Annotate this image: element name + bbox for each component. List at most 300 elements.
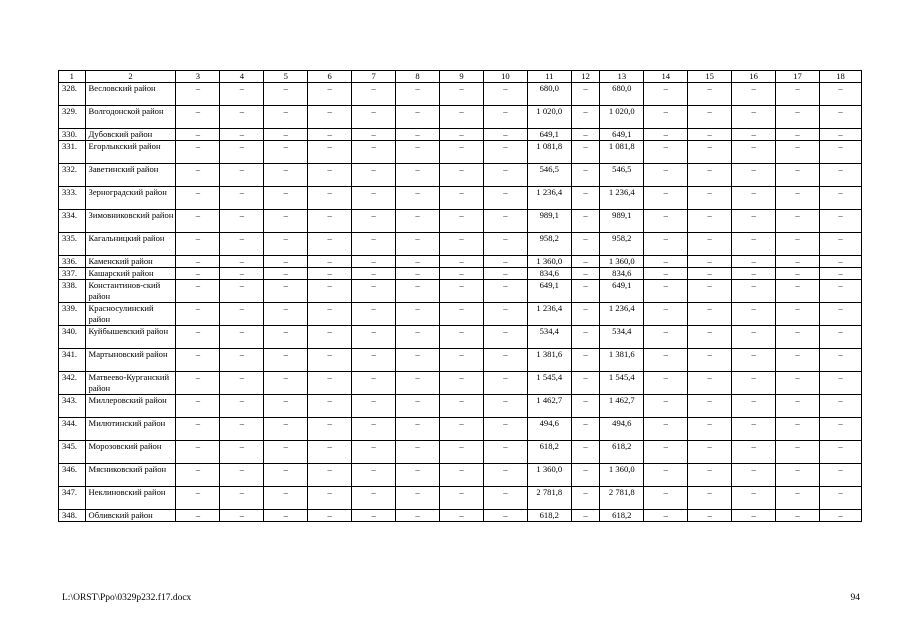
district-name: Матвеево-Курганский район — [85, 372, 176, 395]
dash-cell: – — [571, 510, 600, 522]
dash-cell: – — [176, 187, 220, 210]
dash-cell: – — [688, 233, 732, 256]
dash-cell: – — [220, 129, 264, 141]
dash-cell: – — [308, 233, 352, 256]
dash-cell: – — [264, 129, 308, 141]
dash-cell: – — [264, 141, 308, 164]
dash-cell: – — [352, 418, 396, 441]
district-name: Обливский район — [85, 510, 176, 522]
dash-cell: – — [352, 233, 396, 256]
district-name: Кагальницкий район — [85, 233, 176, 256]
dash-cell: – — [688, 395, 732, 418]
dash-cell: – — [220, 441, 264, 464]
dash-cell: – — [732, 326, 776, 349]
value-col-11: 1 081,8 — [527, 141, 571, 164]
value-col-11: 989,1 — [527, 210, 571, 233]
value-col-13: 649,1 — [600, 280, 644, 303]
dash-cell: – — [176, 303, 220, 326]
dash-cell: – — [396, 210, 440, 233]
table-row — [59, 187, 862, 210]
row-number: 339. — [59, 303, 86, 326]
dash-cell: – — [483, 441, 527, 464]
dash-cell: – — [776, 326, 820, 349]
table-body — [59, 71, 862, 522]
dash-cell: – — [308, 164, 352, 187]
row-number: 334. — [59, 210, 86, 233]
dash-cell: – — [264, 487, 308, 510]
dash-cell: – — [571, 487, 600, 510]
dash-cell: – — [571, 129, 600, 141]
table-row — [59, 256, 862, 268]
dash-cell: – — [352, 83, 396, 106]
dash-cell: – — [776, 210, 820, 233]
dash-cell: – — [644, 418, 688, 441]
table-row — [59, 280, 862, 303]
dash-cell: – — [440, 441, 484, 464]
value-col-11: 1 360,0 — [527, 256, 571, 268]
dash-cell: – — [176, 106, 220, 129]
value-col-13: 1 236,4 — [600, 303, 644, 326]
dash-cell: – — [396, 510, 440, 522]
page-number: 94 — [850, 593, 860, 603]
dash-cell: – — [176, 129, 220, 141]
dash-cell: – — [440, 268, 484, 280]
dash-cell: – — [819, 326, 861, 349]
dash-cell: – — [440, 395, 484, 418]
value-col-11: 1 381,6 — [527, 349, 571, 372]
value-col-11: 958,2 — [527, 233, 571, 256]
dash-cell: – — [440, 83, 484, 106]
dash-cell: – — [220, 464, 264, 487]
dash-cell: – — [688, 141, 732, 164]
value-col-11: 1 236,4 — [527, 187, 571, 210]
dash-cell: – — [396, 280, 440, 303]
dash-cell: – — [732, 303, 776, 326]
dash-cell: – — [819, 372, 861, 395]
row-number: 346. — [59, 464, 86, 487]
dash-cell: – — [440, 233, 484, 256]
dash-cell: – — [220, 187, 264, 210]
dash-cell: – — [483, 418, 527, 441]
district-name: Мартыновский район — [85, 349, 176, 372]
value-col-11: 618,2 — [527, 510, 571, 522]
value-col-13: 958,2 — [600, 233, 644, 256]
dash-cell: – — [819, 418, 861, 441]
dash-cell: – — [776, 418, 820, 441]
table-row — [59, 303, 862, 326]
dash-cell: – — [571, 395, 600, 418]
dash-cell: – — [308, 129, 352, 141]
dash-cell: – — [396, 187, 440, 210]
dash-cell: – — [396, 418, 440, 441]
dash-cell: – — [732, 83, 776, 106]
dash-cell: – — [776, 233, 820, 256]
district-name: Зерноградский район — [85, 187, 176, 210]
dash-cell: – — [688, 464, 732, 487]
dash-cell: – — [483, 106, 527, 129]
district-name: Красносулинский район — [85, 303, 176, 326]
value-col-13: 618,2 — [600, 510, 644, 522]
district-name: Заветинский район — [85, 164, 176, 187]
dash-cell: – — [776, 256, 820, 268]
dash-cell: – — [176, 372, 220, 395]
district-name: Константинов-ский район — [85, 280, 176, 303]
district-name: Каменский район — [85, 256, 176, 268]
dash-cell: – — [176, 441, 220, 464]
dash-cell: – — [732, 106, 776, 129]
dash-cell: – — [264, 83, 308, 106]
dash-cell: – — [776, 83, 820, 106]
dash-cell: – — [176, 164, 220, 187]
table-row — [59, 349, 862, 372]
dash-cell: – — [220, 349, 264, 372]
dash-cell: – — [688, 268, 732, 280]
dash-cell: – — [396, 487, 440, 510]
dash-cell: – — [440, 280, 484, 303]
table-row — [59, 164, 862, 187]
table-row — [59, 326, 862, 349]
data-table — [58, 70, 862, 522]
table-row — [59, 441, 862, 464]
dash-cell: – — [264, 187, 308, 210]
dash-cell: – — [644, 326, 688, 349]
dash-cell: – — [644, 129, 688, 141]
table-row — [59, 233, 862, 256]
dash-cell: – — [688, 487, 732, 510]
dash-cell: – — [483, 280, 527, 303]
table-row — [59, 510, 862, 522]
row-number: 343. — [59, 395, 86, 418]
dash-cell: – — [644, 210, 688, 233]
district-name: Весловский район — [85, 83, 176, 106]
district-name: Мясниковский район — [85, 464, 176, 487]
dash-cell: – — [819, 256, 861, 268]
dash-cell: – — [396, 395, 440, 418]
district-name: Милютинский район — [85, 418, 176, 441]
dash-cell: – — [732, 187, 776, 210]
dash-cell: – — [220, 256, 264, 268]
dash-cell: – — [264, 280, 308, 303]
dash-cell: – — [220, 510, 264, 522]
dash-cell: – — [819, 210, 861, 233]
dash-cell: – — [732, 233, 776, 256]
dash-cell: – — [264, 210, 308, 233]
dash-cell: – — [732, 418, 776, 441]
value-col-11: 1 236,4 — [527, 303, 571, 326]
dash-cell: – — [176, 326, 220, 349]
dash-cell: – — [440, 129, 484, 141]
dash-cell: – — [176, 233, 220, 256]
table-header-row — [59, 71, 862, 83]
value-col-13: 1 381,6 — [600, 349, 644, 372]
dash-cell: – — [776, 349, 820, 372]
row-number: 333. — [59, 187, 86, 210]
row-number: 338. — [59, 280, 86, 303]
dash-cell: – — [220, 233, 264, 256]
dash-cell: – — [176, 349, 220, 372]
dash-cell: – — [571, 280, 600, 303]
value-col-13: 649,1 — [600, 129, 644, 141]
dash-cell: – — [644, 164, 688, 187]
table-row — [59, 372, 862, 395]
value-col-11: 649,1 — [527, 280, 571, 303]
dash-cell: – — [352, 487, 396, 510]
dash-cell: – — [220, 268, 264, 280]
dash-cell: – — [644, 280, 688, 303]
dash-cell: – — [776, 280, 820, 303]
dash-cell: – — [688, 129, 732, 141]
dash-cell: – — [644, 233, 688, 256]
dash-cell: – — [176, 464, 220, 487]
dash-cell: – — [440, 510, 484, 522]
dash-cell: – — [352, 372, 396, 395]
dash-cell: – — [483, 372, 527, 395]
row-number: 347. — [59, 487, 86, 510]
dash-cell: – — [483, 464, 527, 487]
district-name: Куйбышевский район — [85, 326, 176, 349]
dash-cell: – — [776, 106, 820, 129]
district-name: Морозовский район — [85, 441, 176, 464]
dash-cell: – — [176, 280, 220, 303]
dash-cell: – — [352, 256, 396, 268]
column-header: 17 — [776, 71, 820, 83]
dash-cell: – — [308, 83, 352, 106]
dash-cell: – — [483, 268, 527, 280]
dash-cell: – — [776, 510, 820, 522]
dash-cell: – — [352, 268, 396, 280]
dash-cell: – — [264, 441, 308, 464]
dash-cell: – — [819, 395, 861, 418]
row-number: 330. — [59, 129, 86, 141]
value-col-13: 1 020,0 — [600, 106, 644, 129]
dash-cell: – — [483, 510, 527, 522]
dash-cell: – — [352, 326, 396, 349]
dash-cell: – — [483, 233, 527, 256]
dash-cell: – — [571, 164, 600, 187]
table-row — [59, 268, 862, 280]
dash-cell: – — [732, 464, 776, 487]
footer-file-path: L:\ORST\Ppo\0329p232.f17.docx — [62, 593, 192, 603]
dash-cell: – — [688, 326, 732, 349]
dash-cell: – — [264, 164, 308, 187]
dash-cell: – — [264, 418, 308, 441]
dash-cell: – — [176, 268, 220, 280]
column-header: 15 — [688, 71, 732, 83]
dash-cell: – — [571, 349, 600, 372]
dash-cell: – — [264, 349, 308, 372]
column-header: 2 — [85, 71, 176, 83]
value-col-13: 1 236,4 — [600, 187, 644, 210]
dash-cell: – — [644, 464, 688, 487]
dash-cell: – — [688, 164, 732, 187]
column-header: 1 — [59, 71, 86, 83]
dash-cell: – — [220, 141, 264, 164]
dash-cell: – — [732, 141, 776, 164]
dash-cell: – — [308, 303, 352, 326]
dash-cell: – — [819, 187, 861, 210]
dash-cell: – — [440, 487, 484, 510]
value-col-11: 494,6 — [527, 418, 571, 441]
dash-cell: – — [688, 83, 732, 106]
dash-cell: – — [264, 268, 308, 280]
dash-cell: – — [644, 106, 688, 129]
dash-cell: – — [352, 349, 396, 372]
value-col-13: 546,5 — [600, 164, 644, 187]
dash-cell: – — [819, 303, 861, 326]
dash-cell: – — [308, 372, 352, 395]
dash-cell: – — [308, 441, 352, 464]
column-header: 12 — [571, 71, 600, 83]
dash-cell: – — [264, 106, 308, 129]
column-header: 6 — [308, 71, 352, 83]
dash-cell: – — [440, 303, 484, 326]
dash-cell: – — [644, 268, 688, 280]
dash-cell: – — [483, 210, 527, 233]
dash-cell: – — [732, 164, 776, 187]
dash-cell: – — [483, 83, 527, 106]
column-header: 10 — [483, 71, 527, 83]
dash-cell: – — [732, 268, 776, 280]
dash-cell: – — [352, 303, 396, 326]
dash-cell: – — [732, 280, 776, 303]
dash-cell: – — [483, 129, 527, 141]
dash-cell: – — [396, 464, 440, 487]
dash-cell: – — [644, 187, 688, 210]
dash-cell: – — [396, 349, 440, 372]
dash-cell: – — [220, 326, 264, 349]
dash-cell: – — [688, 349, 732, 372]
dash-cell: – — [396, 129, 440, 141]
dash-cell: – — [732, 129, 776, 141]
dash-cell: – — [483, 256, 527, 268]
dash-cell: – — [819, 464, 861, 487]
row-number: 342. — [59, 372, 86, 395]
district-name: Егорлыкский район — [85, 141, 176, 164]
dash-cell: – — [352, 464, 396, 487]
dash-cell: – — [264, 510, 308, 522]
dash-cell: – — [644, 441, 688, 464]
value-col-13: 534,4 — [600, 326, 644, 349]
dash-cell: – — [776, 487, 820, 510]
dash-cell: – — [644, 303, 688, 326]
dash-cell: – — [396, 83, 440, 106]
dash-cell: – — [483, 349, 527, 372]
dash-cell: – — [776, 395, 820, 418]
value-col-13: 834,6 — [600, 268, 644, 280]
dash-cell: – — [264, 303, 308, 326]
dash-cell: – — [483, 326, 527, 349]
dash-cell: – — [571, 106, 600, 129]
value-col-11: 1 360,0 — [527, 464, 571, 487]
district-name: Дубовский район — [85, 129, 176, 141]
dash-cell: – — [396, 141, 440, 164]
dash-cell: – — [176, 418, 220, 441]
column-header: 4 — [220, 71, 264, 83]
dash-cell: – — [571, 233, 600, 256]
dash-cell: – — [440, 106, 484, 129]
row-number: 341. — [59, 349, 86, 372]
table-row — [59, 464, 862, 487]
table-row — [59, 83, 862, 106]
dash-cell: – — [264, 326, 308, 349]
dash-cell: – — [176, 395, 220, 418]
dash-cell: – — [819, 164, 861, 187]
dash-cell: – — [176, 510, 220, 522]
value-col-13: 1 462,7 — [600, 395, 644, 418]
table-row — [59, 210, 862, 233]
dash-cell: – — [644, 510, 688, 522]
dash-cell: – — [220, 210, 264, 233]
value-col-13: 618,2 — [600, 441, 644, 464]
dash-cell: – — [264, 372, 308, 395]
value-col-11: 649,1 — [527, 129, 571, 141]
dash-cell: – — [819, 106, 861, 129]
dash-cell: – — [688, 280, 732, 303]
row-number: 337. — [59, 268, 86, 280]
dash-cell: – — [176, 141, 220, 164]
district-name: Волгодонской район — [85, 106, 176, 129]
dash-cell: – — [220, 372, 264, 395]
dash-cell: – — [732, 510, 776, 522]
value-col-13: 680,0 — [600, 83, 644, 106]
dash-cell: – — [688, 106, 732, 129]
value-col-11: 546,5 — [527, 164, 571, 187]
dash-cell: – — [352, 510, 396, 522]
dash-cell: – — [352, 210, 396, 233]
dash-cell: – — [571, 187, 600, 210]
dash-cell: – — [483, 187, 527, 210]
dash-cell: – — [352, 280, 396, 303]
dash-cell: – — [440, 372, 484, 395]
value-col-11: 834,6 — [527, 268, 571, 280]
value-col-13: 1 081,8 — [600, 141, 644, 164]
column-header: 5 — [264, 71, 308, 83]
dash-cell: – — [732, 349, 776, 372]
dash-cell: – — [571, 326, 600, 349]
dash-cell: – — [176, 83, 220, 106]
dash-cell: – — [644, 372, 688, 395]
district-name: Зимовниковский район — [85, 210, 176, 233]
value-col-13: 989,1 — [600, 210, 644, 233]
table-row — [59, 418, 862, 441]
dash-cell: – — [440, 326, 484, 349]
dash-cell: – — [776, 268, 820, 280]
dash-cell: – — [732, 441, 776, 464]
value-col-13: 1 545,4 — [600, 372, 644, 395]
dash-cell: – — [483, 487, 527, 510]
dash-cell: – — [308, 106, 352, 129]
dash-cell: – — [688, 256, 732, 268]
dash-cell: – — [176, 487, 220, 510]
dash-cell: – — [308, 187, 352, 210]
value-col-11: 534,4 — [527, 326, 571, 349]
row-number: 331. — [59, 141, 86, 164]
dash-cell: – — [483, 141, 527, 164]
dash-cell: – — [440, 164, 484, 187]
dash-cell: – — [440, 210, 484, 233]
dash-cell: – — [483, 164, 527, 187]
row-number: 335. — [59, 233, 86, 256]
dash-cell: – — [308, 349, 352, 372]
dash-cell: – — [264, 256, 308, 268]
dash-cell: – — [176, 210, 220, 233]
column-header: 3 — [176, 71, 220, 83]
dash-cell: – — [440, 464, 484, 487]
dash-cell: – — [776, 187, 820, 210]
dash-cell: – — [819, 441, 861, 464]
dash-cell: – — [396, 268, 440, 280]
dash-cell: – — [819, 141, 861, 164]
